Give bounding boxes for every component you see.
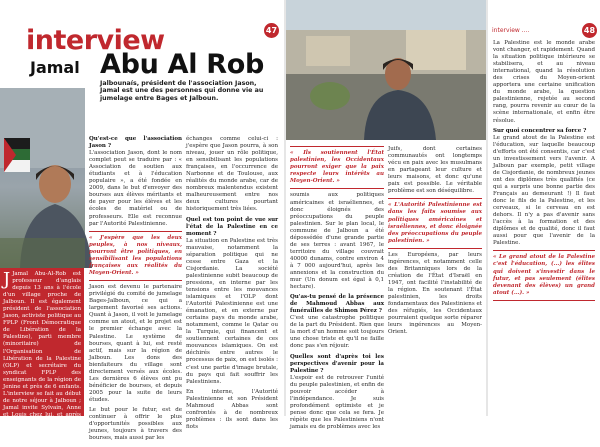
paragraph: La Palestine est le monde arabe vont changer, et rapidement. Quand la situation politique intérieure se stabilisera, et au niveau international, quand la résolution des crises du Moyen-orient apportera une certaine unification du monde arabe, la question palestinienne, rejetée au second rang, pourra revenir au cœur de la scène internationale, et enfin être résolue. (493, 40, 595, 124)
paragraph: Le but pour le futur, est de continuer à offrir le plus d'opportunités possibles aux jeunes, toujours à travers des bourses, mais aussi par les (89, 406, 182, 442)
portrait-photo (0, 88, 85, 268)
pull-quote: « Ils soutiennent l'État palestinien, les Occidentaux pourront exiger que la paix respecte leurs intérêts au Moyen-Orient. » (290, 146, 384, 189)
portrait-illustration (0, 88, 85, 268)
paragraph: L'espoir est de retrouver l'unité du peuple palestinien, et enfin de pouvoir accéder à l'indépendance. Je suis profondément optimiste et je pense donc que cela se fera. Je répète que les Palestiniens n'ont jamais eu de problèmes avec les (290, 374, 384, 430)
interviewee-last-name: Abu Al Rob (100, 49, 265, 80)
question-heading: Qu'est-ce que l'association Jason ? (89, 136, 182, 150)
rubric-label-text: interview (492, 27, 520, 34)
drop-cap-letter: J (3, 269, 11, 290)
article-column-5 (388, 146, 482, 416)
paragraph: En interne, l'Autorité Palestinienne et son Président Mahmoud Abbas sont confrontés à de nombreux problèmes : ils sont dans les fiots (186, 388, 278, 430)
paragraph: La situation en Palestine est très mauvaise, notamment la séparation politique qui ne cesse entre Gaza et la Cisjordanie. La société palestinienne subit beaucoup de pressions, en interne par les tensions entre les mouvances islamiques et l'OLP dont l'Autorité Palestinienne est une émanation, et en externe par certains pays du monde arabe, notamment, comme le Qatar ou la Turquie, qui financent et soutiennent certaines de ces mouvances islamiques. On est déchirés entre autres le processus de paix, on est isolés : c'est une partie d'image brutale, du pays qui fait souffrir les Palestiniens. (186, 237, 278, 385)
right-page (488, 0, 600, 416)
question-heading: Qu'as-tu pensé de la présence de Mahmoud Abbas aux funérailles de Shimon Pérez ? (290, 294, 384, 315)
paragraph: L'association Jason, dont le nom complet peut se traduire par : « Association de soutien aux étudiants et à l'éducation populaire », a été fondée en 2009, dans le but d'envoyer des bourses aux élèves méritants et de payer pour les élèves et les écoles de matériel ou de professeurs. Elle est reconnue par l'Autorité Palestinienne. (89, 150, 182, 227)
subtitle: Jalbounaís, président de l'association Jason, Jamal est une des personnes qui donne vie au jumelage entre Bages et Jalboun. (100, 80, 264, 102)
question-heading: Quel est ton point de vue sur l'état de la Palestine en ce moment ? (186, 216, 278, 237)
pull-quote: « L'Autorité Palestinienne est dans les faits soumise aux politiques américaines et israéliennes, et donc éloignée des préoccupations du peuple palestinien. » (388, 198, 482, 249)
pull-quote: « J'espère que les deux peuples, à nos niveaux, pourront être politiques, en sensibilisant les populations françaises aux réalités du Moyen-Orient. » (89, 231, 182, 282)
question-heading: Sur quoi concentrer sa force ? (493, 127, 587, 134)
paragraph: soumis aux politiques américaines et israéliennes, et donc éloignés des préoccupations du peuple palestinien. Sur le plan local, le commune de Jalboun a été dépossédée d'une grande partie de ses terres : avant 1967, le territoire du village couvrait 40000 dunams, contre environ 4 à 7 000 aujourd'hui, après les annexions et la construction du mur (Un donum est égal à 0,1 hectare). (290, 192, 384, 291)
paragraph: Les Européens, par leurs ingérences, et notamment celle des Britanniques lors de la création de l'État d'Israël en 1947, ont facilité l'instabilité de la région. En soutenant l'État palestinien, les droits fondamentaux des Palestiniens et des réfugiés, les Occidentaux pourraient quelque sorte réparer leurs ingérences au Moyen-Orient. (388, 251, 482, 336)
article-column-4 (290, 146, 384, 430)
middle-page (286, 0, 486, 430)
page-number: 48 (583, 26, 596, 35)
rubric-label: interview .... (492, 27, 530, 34)
interviewee-first-name: Jamal (30, 58, 80, 77)
left-page (0, 0, 284, 447)
question-heading: Quelles sont d'après toi les perspectives d'avenir pour la Palestine ? (290, 353, 384, 374)
article-column-2 (89, 136, 182, 442)
rubric-title: interview (26, 25, 165, 56)
paragraph: échanges comme celui-ci : j'espère que Jason pourra, à son niveau, jouer un rôle politique, en sensibilisant les populations françaises, en l'occurrence de Narbonne et de Toulouse, aux réalités du monde arabe, car de nombreux malentendus existent malheureusement entre nos deux cultures pourtant historiquement très liées. (186, 136, 278, 213)
article-column-3 (186, 136, 278, 430)
page-number-badge (582, 23, 597, 38)
intro-box (0, 268, 84, 447)
pull-quote: « Le grand atout de la Palestine c'est l'éducation, (...) les élites qui doivent s'investir dans le futur, et pas seulement (élites devenant des élèves) un grand atout (...). » (493, 250, 595, 301)
intro-text: Jamal Abu-Al-Rob est professeur d'anglais depuis 13 ans à l'école d'un village proche de Jalboun. Il est également président de l'association Jason, activiste politique au FPLP (Front Démocratique de Libération de la Palestine), parti membre (minoritaire) de l'Organisation de Libération de la Palestine (OLP) et secrétaire du syndicat FPLP des enseignants de la région de Jenine et près de 6 enfants. L'interview se fait au début de notre séjour à Jalboun ; Jamal invite Sylvain, Anne et Louis chez lui, et après les avoir installés et son compère avec de café et des fruits, l'interview commence. (3, 271, 81, 447)
page-number: 47 (265, 26, 278, 35)
article-column-6 (493, 40, 595, 416)
street-photo (286, 0, 486, 140)
paragraph: Juifs, dont certaines communautés ont longtemps vécu en paix avec les musulmans en partageant leur culture et leurs maisons, et donc qu'une paix est possible. Le véritable problème est son déséquilibre. (388, 146, 482, 195)
street-illustration (286, 0, 486, 140)
page-number-badge (264, 23, 279, 38)
paragraph: C'est une catastrophe politique de la part du Président. Rien que la mort d'un homme soit toujours une chose triste et qu'il ne faille donc pas s'en réjouir. (290, 315, 384, 350)
paragraph: Le grand atout de la Palestine est l'éducation, sur laquelle beaucoup d'efforts ont été consentis, car c'est un investissement vers l'avenir. A Jalboun par exemple, petit village de Cisjordanie, de nombreux jeunes ont des diplômes très qualifiés (ce qui a surpris une bonne partie des Français au demeurant !) Il faut donc le fils de la Palestine, et les cerveaux, si le cerveau en est dehors. Il n'y a pas d'avenir sans l'accès à la formation et des diplômes et de qualité, donc il faut aussi pour que l'avenir de la Palestine. (493, 134, 595, 247)
paragraph: Jason est devenu le partenaire privilégié du comité de jumelage Bages-Jalboun, ce qui a largement favorisé ses actions. Quant à Jason, il voit le jumelage comme un atout, et le projet est le premier échange avec la Palestine. Le système de bourses, quant à lui, est resté actif, mais sur la région de Jalboun. Les dons des bienfaiteurs du village sont directement versés aux écoles. Les dernières 6 élèves ont pu bénéficier de bourses, et depuis 2005 pour la suite de leurs études. (89, 284, 182, 403)
